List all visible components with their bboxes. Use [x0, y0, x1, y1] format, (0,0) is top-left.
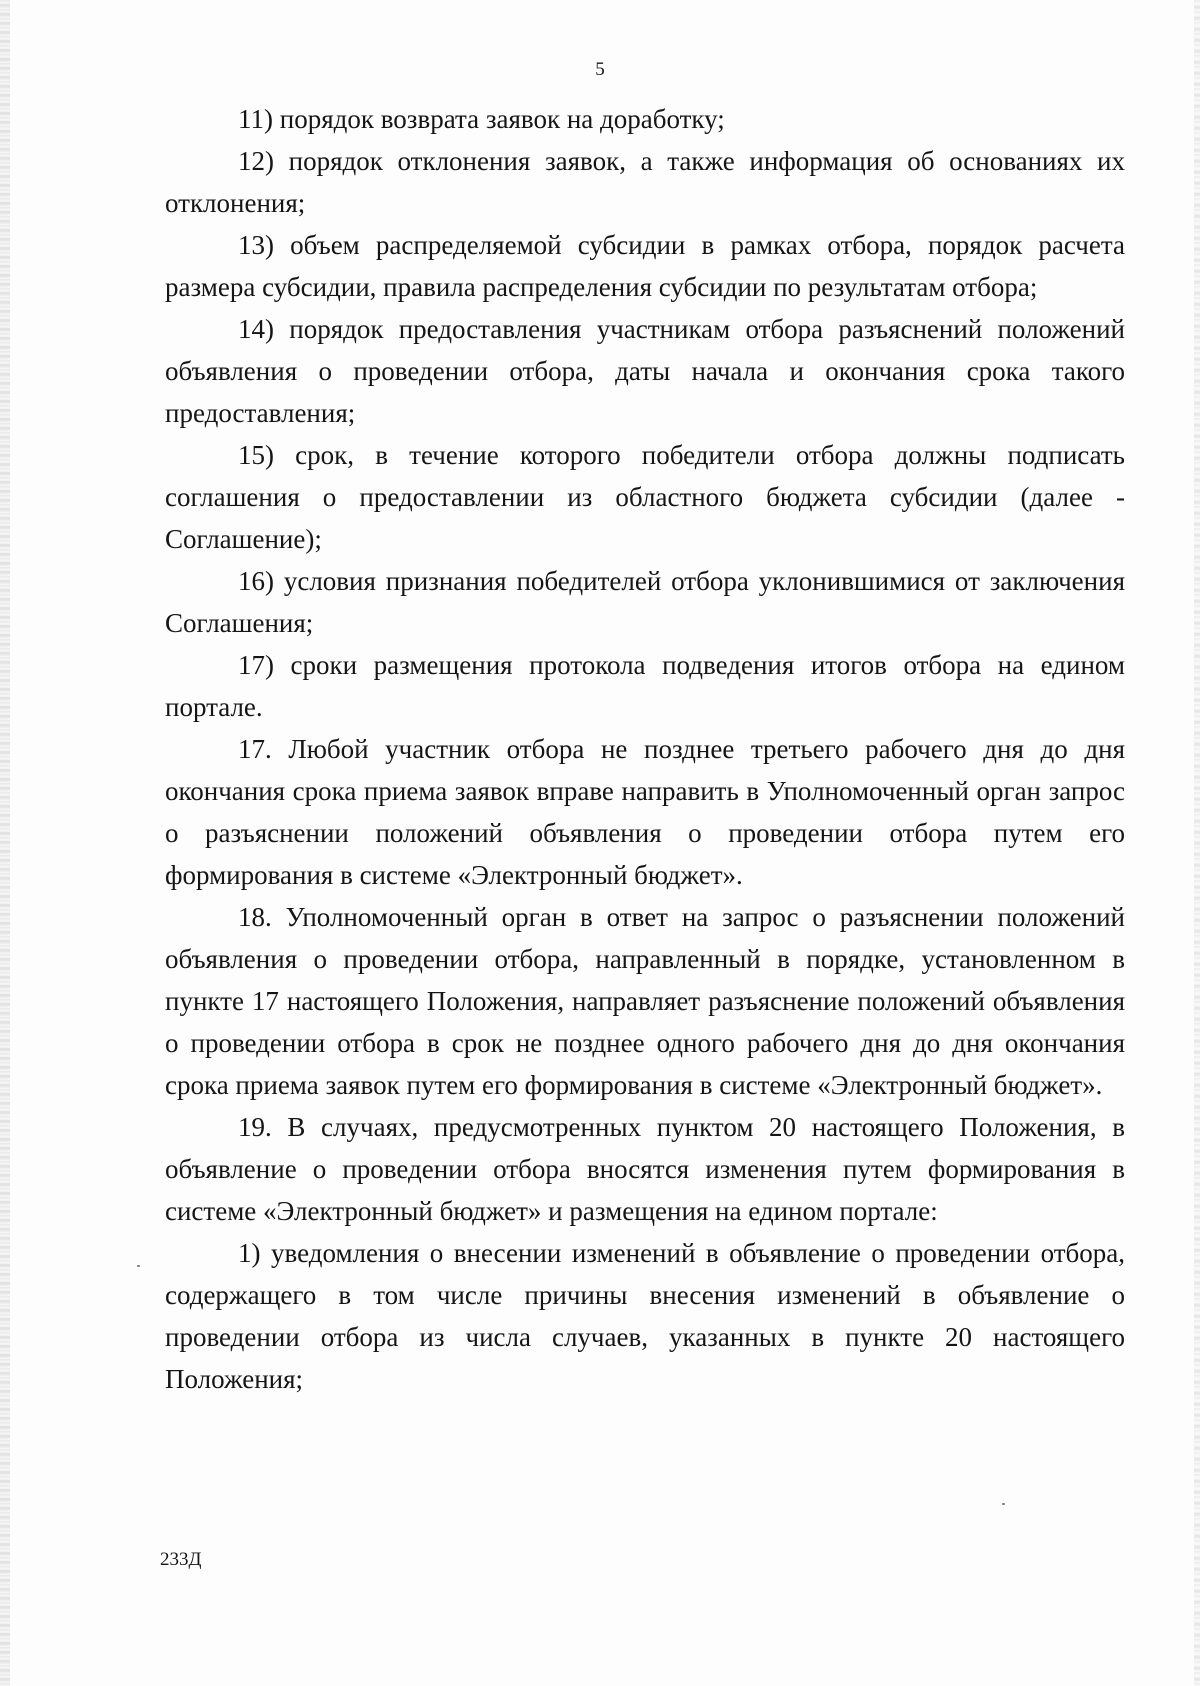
page-number: 5: [595, 59, 605, 80]
document-code: 233Д: [160, 1549, 202, 1570]
scan-edge-left: [0, 0, 10, 1686]
scan-speck: [1002, 1503, 1005, 1505]
paragraph: 17. Любой участник отбора не позднее третьего рабочего дня до дня окончания срока приема заявок вправе направить в Уполномоченный орган запрос о разъяснении положений объявления о проведении отбора путем его формирования в системе «Электронный бюджет».: [165, 734, 1125, 890]
paragraph: 14) порядок предоставления участникам отбора разъяснений положений объявления о проведении отбора, даты начала и окончания срока такого предоставления;: [165, 314, 1125, 428]
paragraph: 18. Уполномоченный орган в ответ на запрос о разъяснении положений объявления о проведении отбора, направленный в порядке, установленном в пункте 17 настоящего Положения, направляет разъяснение положений объявления о проведении отбора в срок не позднее одного рабочего дня до дня окончания срока приема заявок путем его формирования в системе «Электронный бюджет».: [165, 902, 1125, 1100]
scan-speck: [137, 1265, 140, 1267]
paragraph: 13) объем распределяемой субсидии в рамках отбора, порядок расчета размера субсидии, правила распределения субсидии по результатам отбора;: [165, 230, 1125, 302]
paragraph: 1) уведомления о внесении изменений в объявление о проведении отбора, содержащего в том числе причины внесения изменений в объявление о проведении отбора из числа случаев, указанных в пункте 20 настоящего Положения;: [165, 1238, 1125, 1394]
paragraph: 17) сроки размещения протокола подведения итогов отбора на едином портале.: [165, 650, 1125, 722]
paragraph: 15) срок, в течение которого победители отбора должны подписать соглашения о предоставлении из областного бюджета субсидии (далее - Соглашение);: [165, 440, 1125, 554]
paragraph: 16) условия признания победителей отбора уклонившимися от заключения Соглашения;: [165, 566, 1125, 638]
paragraph: 11) порядок возврата заявок на доработку;: [238, 104, 725, 134]
scan-edge-right: [1194, 0, 1200, 1686]
document-body: [165, 98, 1125, 1400]
paragraph: 19. В случаях, предусмотренных пунктом 20 настоящего Положения, в объявление о проведении отбора вносятся изменения путем формирования в системе «Электронный бюджет» и размещения на едином портале:: [165, 1112, 1125, 1226]
paragraph: 12) порядок отклонения заявок, а также информация об основаниях их отклонения;: [165, 146, 1125, 218]
